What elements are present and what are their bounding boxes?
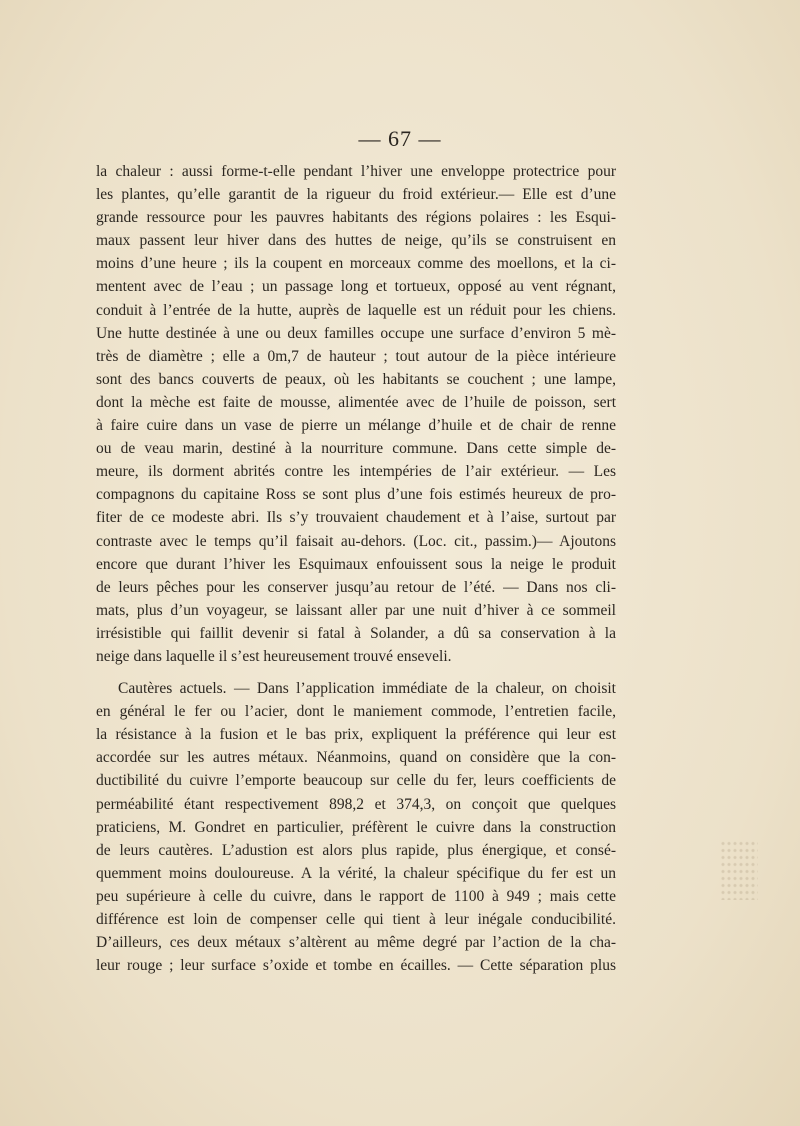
- text-line: grande ressource pour les pauvres habitants des régions polaires : les Esqui-: [96, 209, 616, 227]
- body-text: [96, 160, 616, 977]
- text-line: de leurs cautères. L’adustion est alors plus rapide, plus énergique, et consé-: [96, 841, 616, 859]
- text-line: en général le fer ou l’acier, dont le maniement commode, l’entretien facile,: [96, 703, 616, 721]
- text-line: leur rouge ; leur surface s’oxide et tombe en écailles. — Cette séparation plus: [96, 957, 616, 975]
- text-line: maux passent leur hiver dans des huttes de neige, qu’ils se construisent en: [96, 232, 616, 250]
- text-line: quemment moins douloureuse. A la vérité, la chaleur spécifique du fer est un: [96, 864, 616, 882]
- text-line: la résistance à la fusion et le bas prix, expliquent la préférence qui leur est: [96, 726, 616, 744]
- text-line: mats, plus d’un voyageur, se laissant aller par une nuit d’hiver à ce sommeil: [96, 601, 616, 619]
- paper-stain: [720, 840, 758, 900]
- text-line: moins d’une heure ; ils la coupent en morceaux comme des moellons, et la ci-: [96, 255, 616, 273]
- text-line: différence est loin de compenser celle qui tient à leur inégale conducibilité.: [96, 911, 616, 928]
- text-line: mentent avec de l’eau ; un passage long et tortueux, opposé au vent régnant,: [96, 278, 616, 296]
- page-number: — 67 —: [358, 126, 442, 151]
- text-line: perméabilité étant respectivement 898,2 et 374,3, on conçoit que quelques: [96, 795, 616, 813]
- text-line: fiter de ce modeste abri. Ils s’y trouvaient chaudement et à l’aise, surtout par: [96, 509, 616, 527]
- text-line: contraste avec le temps qu’il faisait au-dehors. (Loc. cit., passim.)— Ajoutons: [96, 532, 616, 550]
- text-line: conduit à l’entrée de la hutte, auprès de laquelle est un réduit pour les chiens.: [96, 301, 616, 319]
- text-line: sont des bancs couverts de peaux, où les habitants se couchent ; une lampe,: [96, 370, 616, 388]
- text-line: ou de veau marin, destiné à la nourriture commune. Dans cette simple de-: [96, 440, 616, 458]
- text-line: ductibilité du cuivre l’emporte beaucoup sur celle du fer, leurs coefficients de: [96, 772, 616, 790]
- text-line: dont la mèche est faite de mousse, alimentée avec de l’huile de poisson, sert: [96, 393, 616, 411]
- text-line: la chaleur : aussi forme-t-elle pendant l’hiver une enveloppe protectrice pour: [96, 163, 616, 180]
- text-line: les plantes, qu’elle garantit de la rigueur du froid extérieur.— Elle est d’une: [96, 186, 616, 204]
- text-line: accordée sur les autres métaux. Néanmoins, quand on considère que la con-: [96, 749, 616, 767]
- text-line: meure, ils dorment abrités contre les intempéries de l’air extérieur. — Les: [96, 463, 616, 481]
- text-line: Une hutte destinée à une ou deux familles occupe une surface d’environ 5 mè-: [96, 324, 616, 342]
- text-line: neige dans laquelle il s’est heureusement trouvé enseveli.: [96, 647, 452, 665]
- paragraph-cauteres-actuels: [96, 677, 616, 977]
- text-line: praticiens, M. Gondret en particulier, préfèrent le cuivre dans la construction: [96, 818, 616, 836]
- text-line: irrésistible qui faillit devenir si fatal à Solander, a dû sa conservation à la: [96, 624, 616, 642]
- text-line: très de diamètre ; elle a 0m,7 de hauteur ; tout autour de la pièce intérieure: [96, 347, 616, 365]
- text-line: à faire cuire dans un vase de pierre un mélange d’huile et de chair de renne: [96, 417, 616, 435]
- text-line: compagnons du capitaine Ross se sont plus d’une fois estimés heureux de pro-: [96, 486, 616, 504]
- paragraph-snow-huts: [96, 160, 616, 668]
- text-line: D’ailleurs, ces deux métaux s’altèrent au même degré par l’action de la cha-: [96, 934, 616, 952]
- text-line: Cautères actuels. — Dans l’application immédiate de la chaleur, on choisit: [118, 680, 616, 698]
- text-line: encore que durant l’hiver les Esquimaux enfouissent sous la neige le produit: [96, 555, 616, 573]
- text-line: de leurs pêches pour les conserver jusqu’au retour de l’été. — Dans nos cli-: [96, 578, 616, 596]
- text-line: peu supérieure à celle du cuivre, dans le rapport de 1100 à 949 ; mais cette: [96, 887, 616, 905]
